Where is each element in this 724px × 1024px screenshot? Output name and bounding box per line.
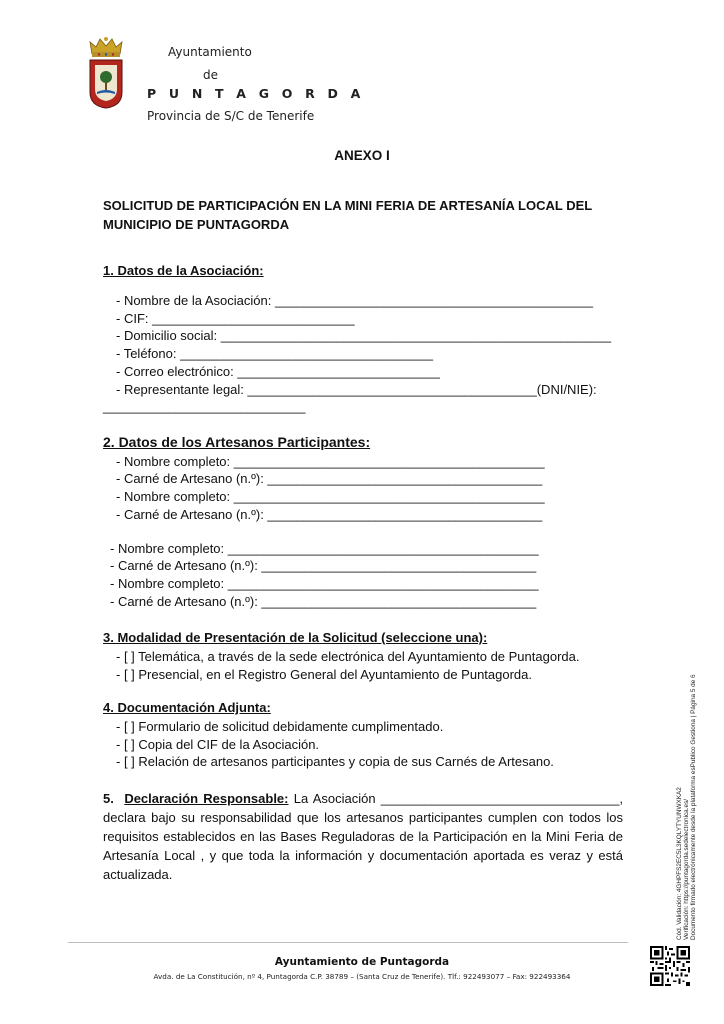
section-4-heading: 4. Documentación Adjunta: [103, 700, 271, 715]
form-line-artisan-name: - Nombre completo: ___________________________________________ [116, 454, 545, 469]
option-telematic: - [ ] Telemática, a través de la sede electrónica del Ayuntamiento de Puntagorda. [116, 649, 580, 664]
verification-url: Verificación: https://puntagorda.sedelectronica.es/ [683, 798, 691, 940]
validation-side-note [676, 630, 698, 940]
form-line-cif: - CIF: ____________________________ [116, 311, 355, 326]
form-line-address: - Domicilio social: ______________________________________________________ [116, 328, 612, 343]
form-line-artisan-name: - Nombre completo: ___________________________________________ [116, 489, 545, 504]
form-line-artisan-card: - Carné de Artesano (n.º): ______________________________________ [116, 507, 543, 522]
form-line-dni-continuation: ____________________________ [103, 399, 306, 414]
footer-title: Ayuntamiento de Puntagorda [274, 956, 450, 968]
footer-divider [68, 942, 628, 943]
validation-code: Cód. Validación: 4GHPFS2EC5L3KQLYTYUNWXKA2 [676, 787, 683, 940]
doc-item-cif: - [ ] Copia del CIF de la Asociación. [116, 737, 320, 752]
form-line-association-name: - Nombre de la Asociación: ____________________________________________ [116, 293, 594, 308]
form-line-artisan-card: - Carné de Artesano (n.º): ______________________________________ [116, 471, 543, 486]
header-province: Provincia de S/C de Tenerife [147, 109, 315, 123]
section-2-heading: 2. Datos de los Artesanos Participantes: [103, 434, 371, 450]
section-1-heading: 1. Datos de la Asociación: [103, 263, 264, 278]
header-title: Ayuntamiento [168, 45, 252, 59]
section-5-number: 5. [103, 791, 114, 806]
footer-address: Avda. de La Constitución, nº 4, Puntagorda C.P. 38789 – (Santa Cruz de Tenerife). Tlf.: 922493077 – Fax: 922493364 [153, 972, 571, 981]
coat-of-arms-logo [86, 36, 126, 110]
document-title: SOLICITUD DE PARTICIPACIÓN EN LA MINI FERIA DE ARTESANÍA LOCAL DEL MUNICIPIO DE PUNTAGORDA [103, 198, 592, 232]
section-5-heading: Declaración Responsable: [124, 791, 289, 806]
form-line-artisan-card: - Carné de Artesano (n.º): ______________________________________ [110, 594, 537, 609]
signature-note: Documento firmado electrónicamente desde la plataforma esPublico Gestiona | Página 5 de 6 [690, 674, 698, 940]
shield-icon [90, 60, 122, 108]
declaration-text: La Asociación _________________________________, declara bajo su responsabilidad que los artesanos participantes cumplen con todos los requisitos establecidos en las Bases Reguladoras de la Participación en la Mini Feria de Artesanía Local , y que toda la información y documentación aportada es veraz y está actualizada. [103, 791, 623, 882]
annex-label: ANEXO I [334, 148, 390, 163]
form-line-artisan-card: - Carné de Artesano (n.º): ______________________________________ [110, 558, 537, 573]
form-line-legal-representative: - Representante legal: ________________________________________(DNI/NIE): [116, 382, 597, 397]
option-in-person: - [ ] Presencial, en el Registro General del Ayuntamiento de Puntagorda. [116, 667, 533, 682]
crown-icon [90, 37, 122, 57]
form-line-phone: - Teléfono: ___________________________________ [116, 346, 434, 361]
doc-item-form: - [ ] Formulario de solicitud debidamente cumplimentado. [116, 719, 444, 734]
form-line-artisan-name: - Nombre completo: ___________________________________________ [110, 576, 539, 591]
declaration-paragraph [103, 789, 623, 884]
form-line-artisan-name: - Nombre completo: ___________________________________________ [110, 541, 539, 556]
doc-item-artisan-list: - [ ] Relación de artesanos participantes y copia de sus Carnés de Artesano. [116, 754, 554, 769]
header-municipality: P U N T A G O R D A [147, 86, 365, 101]
section-3-heading: 3. Modalidad de Presentación de la Solicitud (seleccione una): [103, 630, 488, 645]
header-de: de [203, 68, 218, 82]
form-line-email: - Correo electrónico: ____________________________ [116, 364, 440, 379]
